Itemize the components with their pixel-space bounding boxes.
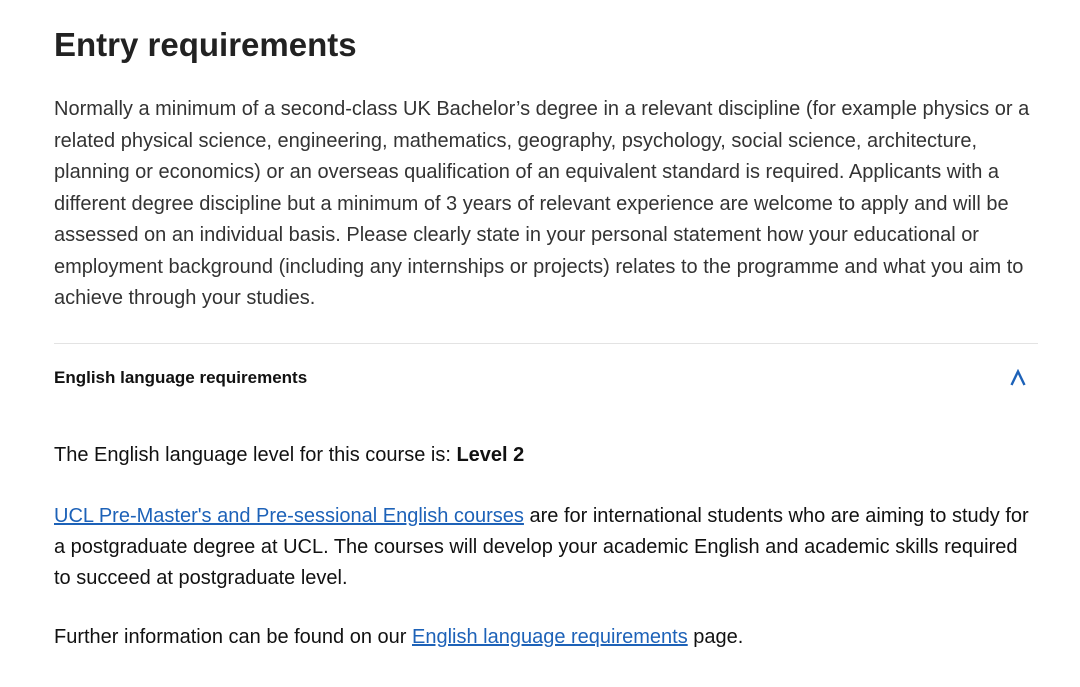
- accordion-header-english-language[interactable]: [54, 360, 1038, 396]
- pre-sessional-courses-link[interactable]: UCL Pre-Master's and Pre-sessional English courses: [54, 505, 524, 527]
- accordion-title: English language requirements: [54, 368, 308, 387]
- page-title: Entry requirements: [54, 26, 357, 63]
- chevron-up-icon[interactable]: [1008, 368, 1028, 388]
- further-info-prefix: Further information can be found on our: [54, 626, 412, 648]
- section-divider: [54, 343, 1038, 344]
- pre-sessional-description: are for international students who are aiming to study for a postgraduate degree at UCL. The courses will develop your academic English and academic skills required to succeed at postgraduate level.: [54, 505, 1029, 589]
- intro-paragraph: Normally a minimum of a second-class UK Bachelor’s degree in a relevant discipline (for example physics or a related physical science, engineering, mathematics, geography, psychology, social science, architecture, planning or economics) or an overseas qualification of an equivalent standard is required. Applicants with a different degree discipline but a minimum of 3 years of relevant experience are welcome to apply and will be assessed on an individual basis. Please clearly state in your personal statement how your educational or employment background (including any internships or projects) relates to the programme and what you aim to achieve through your studies.: [54, 98, 1030, 309]
- english-level-label: The English language level for this course is:: [54, 444, 457, 466]
- further-information-paragraph: [54, 622, 743, 653]
- pre-sessional-paragraph: [54, 501, 1038, 594]
- further-info-suffix: page.: [687, 626, 744, 648]
- english-level-value: Level 2: [456, 444, 525, 466]
- english-language-requirements-link[interactable]: English language requirements: [412, 626, 688, 648]
- english-level-paragraph: [54, 440, 524, 471]
